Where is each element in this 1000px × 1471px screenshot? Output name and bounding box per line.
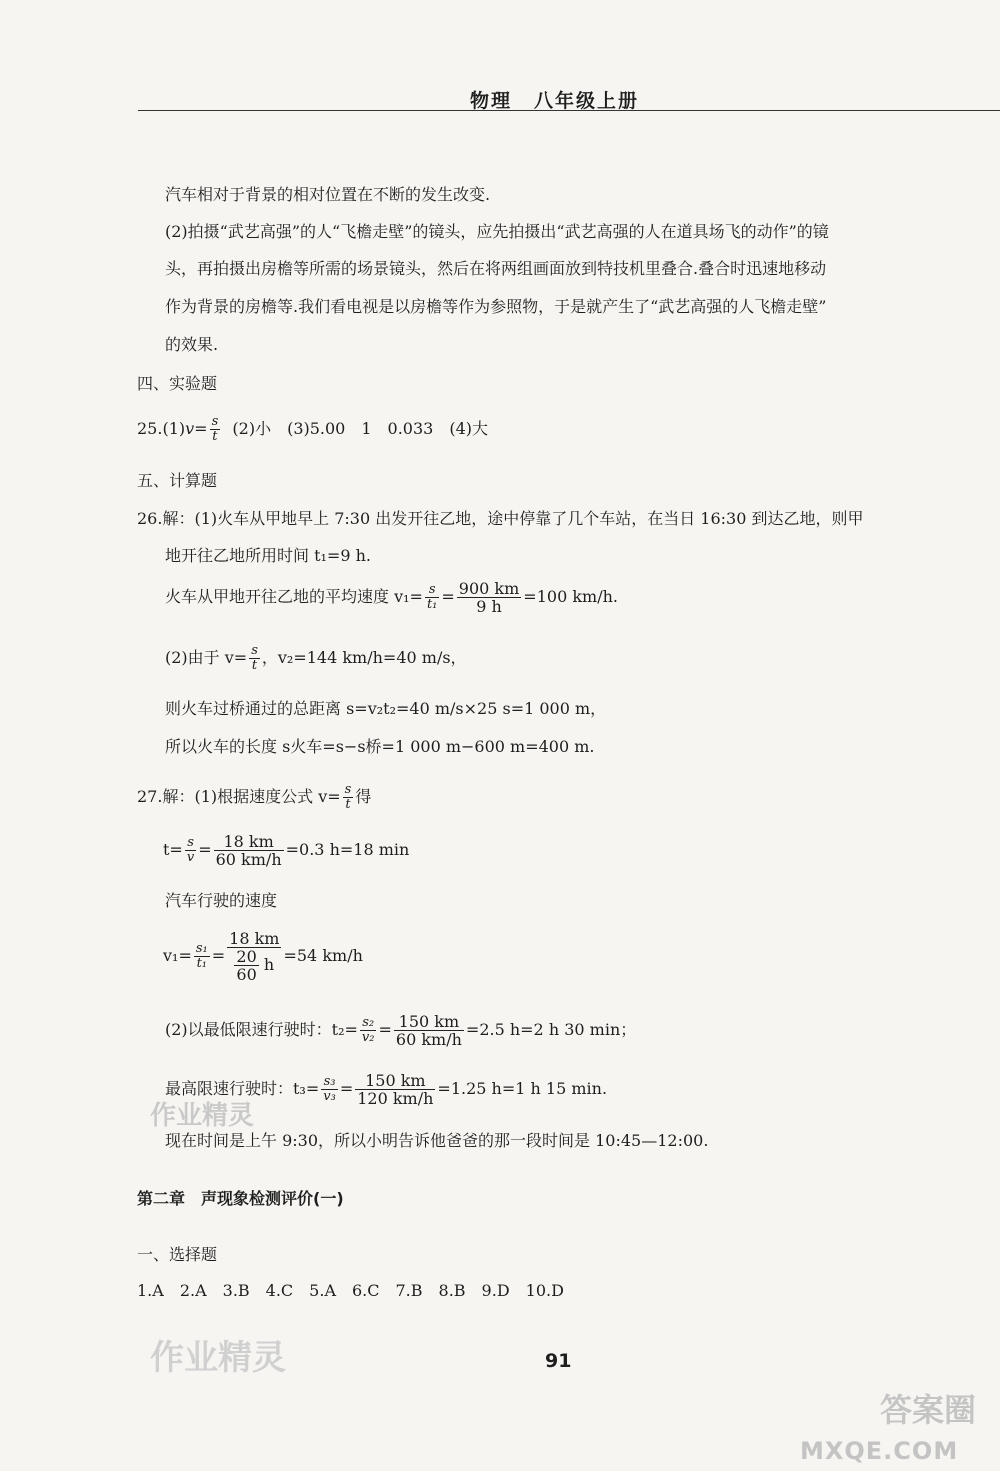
watermark-logo [800, 1385, 990, 1465]
answer-25: 25.(1)v= $\frac{s}{t}$ (2)小 (3)5.00 1 0.033 (4)大 [137, 414, 489, 444]
formula-line: 最高限速行驶时：t₃= $\frac{\text{s₃}}{\text{v₃}}$ = $\frac{150 km}{120 km/h}$ =1.25 h=1 h 15 min. [165, 1071, 608, 1108]
formula-line: 火车从甲地开往乙地的平均速度 v₁= $\frac{s}{\text{t₁}}$ = $\frac{900 km}{9 h}$ =100 km/h. [165, 579, 618, 616]
text-line: (2)拍摄“武艺高强”的人“飞檐走壁”的镜头，应先拍摄出“武艺高强的人在道具场飞的动作”的镜 [165, 222, 829, 241]
text-line: 则火车过桥通过的总距离 s=v₂t₂=40 m/s×25 s=1 000 m， [165, 699, 607, 718]
text-line: 地开往乙地所用时间 t₁=9 h. [165, 546, 371, 565]
header-rule [138, 110, 1000, 111]
watermark-stamp: 作业精灵 [150, 1101, 255, 1131]
formula-line: (2)由于 v= $\frac{s}{t}$ ，v₂=144 km/h=40 m/s， [165, 643, 467, 673]
text-line: 26.解：(1)火车从甲地早上 7:30 出发开往乙地，途中停靠了几个车站，在当日 16:30 到达乙地，则甲 [137, 509, 864, 528]
formula-line: t= $\frac{s}{v}$ = $\frac{18 km}{60 km/h}$ =0.3 h=18 min [163, 832, 410, 869]
section-title: 四、实验题 [137, 374, 218, 393]
formula-line: (2)以最低限速行驶时：t₂= $\frac{\text{s₂}}{\text{v₂}}$ = $\frac{150 km}{60 km/h}$ =2.5 h=2 h 30 min； [165, 1012, 637, 1049]
watermark-stamp: 作业精灵 [150, 1338, 286, 1378]
formula-line: 27.解：(1)根据速度公式 v= $\frac{s}{t}$ 得 [137, 782, 372, 812]
watermark-site-text: MXQE.COM [800, 1437, 959, 1465]
section-title: 五、计算题 [137, 471, 218, 490]
text-line: 头，再拍摄出房檐等所需的场景镜头，然后在将两组画面放到特技机里叠合.叠合时迅速地移动 [165, 259, 827, 278]
text-line: 现在时间是上午 9:30，所以小明告诉他爸爸的那一段时间是 10:45—12:00. [165, 1131, 709, 1150]
watermark-logo-text: 答案圈 [880, 1391, 977, 1429]
answer-list: 1.A 2.A 3.B 4.C 5.A 6.C 7.B 8.B 9.D 10.D [137, 1281, 564, 1300]
text-line: 作为背景的房檐等.我们看电视是以房檐等作为参照物，于是就产生了“武艺高强的人飞檐走壁” [165, 297, 827, 316]
section-title: 一、选择题 [137, 1245, 218, 1264]
text-line: 汽车相对于背景的相对位置在不断的发生改变. [165, 185, 491, 204]
running-header [470, 86, 639, 113]
text-line: 所以火车的长度 s火车=s−s桥=1 000 m−600 m=400 m. [165, 737, 595, 756]
formula-line: v₁= $\frac{\text{s₁}}{\text{t₁}}$ = 18 km $\frac{20}{60}$ h =54 km/h [163, 929, 363, 984]
text-line: 汽车行驶的速度 [165, 891, 278, 910]
text-line: 的效果. [165, 335, 219, 354]
chapter-heading: 第二章 声现象检测评价(一) [137, 1189, 344, 1208]
header-subject: 物理 [470, 90, 513, 112]
header-grade: 八年级上册 [534, 90, 640, 112]
page-number: 91 [545, 1350, 572, 1372]
